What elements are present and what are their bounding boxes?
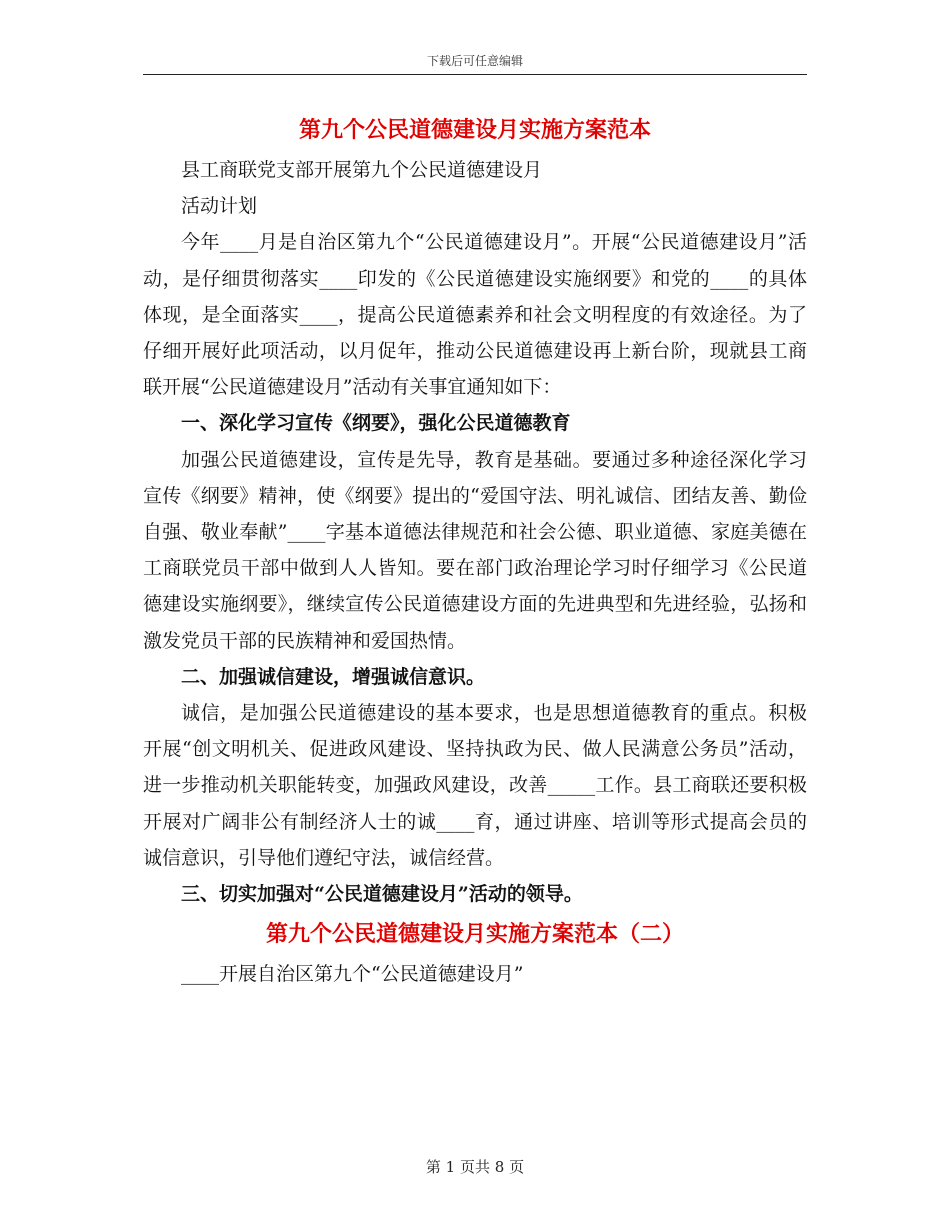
header-divider bbox=[143, 74, 807, 75]
section-3-heading: 三、切实加强对“公民道德建设月”活动的领导。 bbox=[181, 883, 583, 906]
document-body bbox=[143, 108, 807, 992]
intro-paragraph: 今年____月是自治区第九个“公民道德建设月”。开展“公民道德建设月”活动，是仔细贯彻落实____印发的《公民道德建设实施纲要》和党的____的具体体现，是全面落实____，提高公民道德素养和社会文明程度的有效途径。为了仔细开展好此项活动，以月促年，推动公民道德建设再上新台阶，现就县工商联开展“公民道德建设月”活动有关事宜通知如下： bbox=[143, 231, 807, 399]
subtitle-line-2: 活动计划 bbox=[181, 195, 258, 218]
closing-line: ____开展自治区第九个“公民道德建设月” bbox=[181, 963, 524, 986]
section-1-heading: 一、深化学习宣传《纲要》，强化公民道德教育 bbox=[181, 412, 571, 435]
section-2-heading: 二、加强诚信建设，增强诚信意识。 bbox=[181, 665, 486, 688]
second-document-title: 第九个公民道德建设月实施方案范本（二） bbox=[265, 921, 684, 948]
section-1-body: 加强公民道德建设，宣传是先导，教育是基础。要通过多种途径深化学习宣传《纲要》精神，使《纲要》提出的“爱国守法、明礼诚信、团结友善、勤俭自强、敬业奉献”____字基本道德法律规范和社会公德、职业道德、家庭美德在工商联党员干部中做到人人皆知。要在部门政治理论学习时仔细学习《公民道德建设实施纲要》，继续宣传公民道德建设方面的先进典型和先进经验，弘扬和激发党员干部的民族精神和爱国热情。 bbox=[143, 448, 807, 652]
document-title: 第九个公民道德建设月实施方案范本 bbox=[298, 117, 651, 143]
subtitle-line-1: 县工商联党支部开展第九个公民道德建设月 bbox=[181, 159, 543, 181]
section-2-body: 诚信，是加强公民道德建设的基本要求，也是思想道德教育的重点。积极开展“创文明机关、促进政风建设、坚持执政为民、做人民满意公务员”活动，进一步推动机关职能转变，加强政风建设，改善_____工作。县工商联还要积极开展对广阔非公有制经济人士的诚____育，通过讲座、培训等形式提高会员的诚信意识，引导他们遵纪守法，诚信经营。 bbox=[143, 702, 807, 869]
page-number: 第 1 页共 8 页 bbox=[425, 1158, 525, 1176]
page-header: 下载后可任意编辑 bbox=[426, 54, 523, 68]
